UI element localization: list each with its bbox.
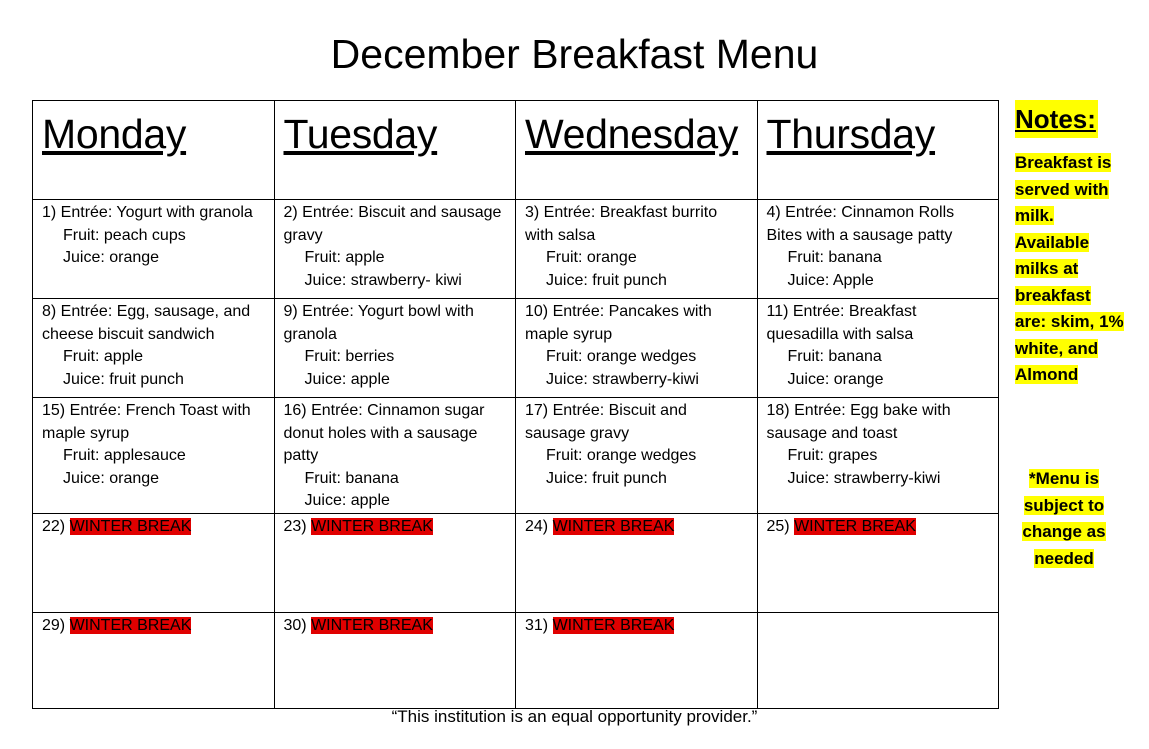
winter-break-label: WINTER BREAK — [552, 517, 675, 535]
date-number: 30) — [283, 616, 307, 634]
menu-disclaimer — [1015, 466, 1113, 572]
day-header-cell — [274, 101, 516, 200]
menu-calendar-table — [32, 100, 999, 709]
date-number: 22) — [42, 517, 66, 535]
menu-day-cell — [33, 299, 275, 398]
break-day-cell — [33, 612, 275, 708]
menu-day-cell — [516, 398, 758, 514]
juice-text: Juice: apple — [304, 370, 390, 388]
break-day-cell — [33, 513, 275, 612]
menu-day-cell — [274, 398, 516, 514]
entree-text: 18) Entrée: Egg bake with sausage and toast — [766, 402, 951, 442]
fruit-text: Fruit: banana — [787, 348, 882, 365]
fruit-text: Fruit: peach cups — [63, 226, 186, 244]
juice-text: Juice: strawberry-kiwi — [787, 469, 941, 487]
day-header-wednesday: Wednesday — [525, 111, 739, 157]
fruit-text: Fruit: banana — [304, 469, 399, 487]
fruit-text: Fruit: apple — [304, 249, 385, 266]
fruit-text: Fruit: apple — [63, 348, 144, 365]
entree-text: 11) Entrée: Breakfast quesadilla with salsa — [766, 303, 917, 343]
entree-text: 8) Entrée: Egg, sausage, and cheese biscuit sandwich — [42, 303, 251, 343]
date-number: 29) — [42, 616, 66, 634]
break-day-cell — [516, 612, 758, 708]
day-header-monday: Monday — [42, 111, 187, 157]
menu-day-cell — [274, 200, 516, 299]
fruit-text: Fruit: berries — [304, 348, 395, 365]
entree-text: 3) Entrée: Breakfast burrito with salsa — [525, 204, 718, 244]
fruit-text: Fruit: orange wedges — [546, 348, 697, 365]
winter-break-label: WINTER BREAK — [794, 517, 916, 535]
fruit-text: Fruit: orange wedges — [546, 447, 697, 464]
menu-day-cell — [757, 299, 999, 398]
notes-title: Notes: — [1015, 100, 1098, 138]
week-row — [33, 513, 999, 612]
break-day-cell — [274, 513, 516, 612]
winter-break-label: WINTER BREAK — [311, 517, 433, 535]
break-day-cell — [274, 612, 516, 708]
date-number: 31) — [525, 616, 549, 634]
juice-text: Juice: fruit punch — [546, 469, 667, 487]
milk-note: Breakfast is served with milk. Available milks at breakfast are: skim, 1% white, and Almond — [1015, 153, 1124, 384]
week-row — [33, 612, 999, 708]
juice-text: Juice: orange — [787, 370, 884, 388]
entree-text: 1) Entrée: Yogurt with granola — [42, 204, 253, 221]
menu-day-cell — [757, 398, 999, 514]
menu-day-cell — [33, 200, 275, 299]
menu-day-cell — [516, 200, 758, 299]
notes-body — [1015, 150, 1125, 389]
day-header-row — [33, 101, 999, 200]
winter-break-label: WINTER BREAK — [69, 616, 192, 634]
equal-opportunity-footer: “This institution is an equal opportunity provider.” — [391, 707, 758, 726]
empty-day-cell — [757, 612, 999, 708]
juice-text: Juice: orange — [63, 249, 160, 266]
entree-text: 10) Entrée: Pancakes with maple syrup — [525, 303, 712, 343]
winter-break-label: WINTER BREAK — [69, 517, 192, 535]
entree-text: 17) Entrée: Biscuit and sausage gravy — [525, 402, 687, 442]
day-header-thursday: Thursday — [766, 111, 936, 157]
break-day-cell — [516, 513, 758, 612]
day-header-cell — [33, 101, 275, 200]
day-header-tuesday: Tuesday — [283, 111, 438, 157]
fruit-text: Fruit: orange — [546, 249, 637, 266]
fruit-text: Fruit: applesauce — [63, 447, 186, 464]
entree-text: 16) Entrée: Cinnamon sugar donut holes with a sausage patty — [283, 402, 485, 464]
entree-text: 9) Entrée: Yogurt bowl with granola — [283, 303, 474, 343]
date-number: 24) — [525, 517, 549, 535]
winter-break-label: WINTER BREAK — [552, 616, 675, 634]
juice-text: Juice: fruit punch — [63, 370, 184, 388]
day-header-cell — [516, 101, 758, 200]
notes-panel — [1015, 100, 1125, 389]
date-number: 23) — [283, 517, 307, 535]
juice-text: Juice: fruit punch — [546, 271, 667, 289]
week-row — [33, 398, 999, 514]
week-row — [33, 299, 999, 398]
fruit-text: Fruit: banana — [787, 249, 882, 266]
menu-day-cell — [757, 200, 999, 299]
break-day-cell — [757, 513, 999, 612]
menu-day-cell — [516, 299, 758, 398]
juice-text: Juice: strawberry-kiwi — [546, 370, 699, 388]
juice-text: Juice: apple — [304, 492, 390, 509]
date-number: 25) — [766, 517, 790, 535]
fruit-text: Fruit: grapes — [787, 447, 878, 464]
juice-text: Juice: orange — [63, 469, 160, 487]
winter-break-label: WINTER BREAK — [311, 616, 433, 634]
week-row — [33, 200, 999, 299]
entree-text: 2) Entrée: Biscuit and sausage gravy — [283, 204, 502, 244]
juice-text: Juice: strawberry- kiwi — [304, 271, 462, 289]
menu-day-cell — [33, 398, 275, 514]
menu-day-cell — [274, 299, 516, 398]
entree-text: 4) Entrée: Cinnamon Rolls Bites with a sausage patty — [766, 204, 955, 244]
entree-text: 15) Entrée: French Toast with maple syrup — [42, 402, 251, 442]
disclaimer-text: *Menu is subject to change as needed — [1022, 469, 1106, 568]
page-title: December Breakfast Menu — [330, 31, 819, 77]
day-header-cell — [757, 101, 999, 200]
juice-text: Juice: Apple — [787, 271, 874, 289]
